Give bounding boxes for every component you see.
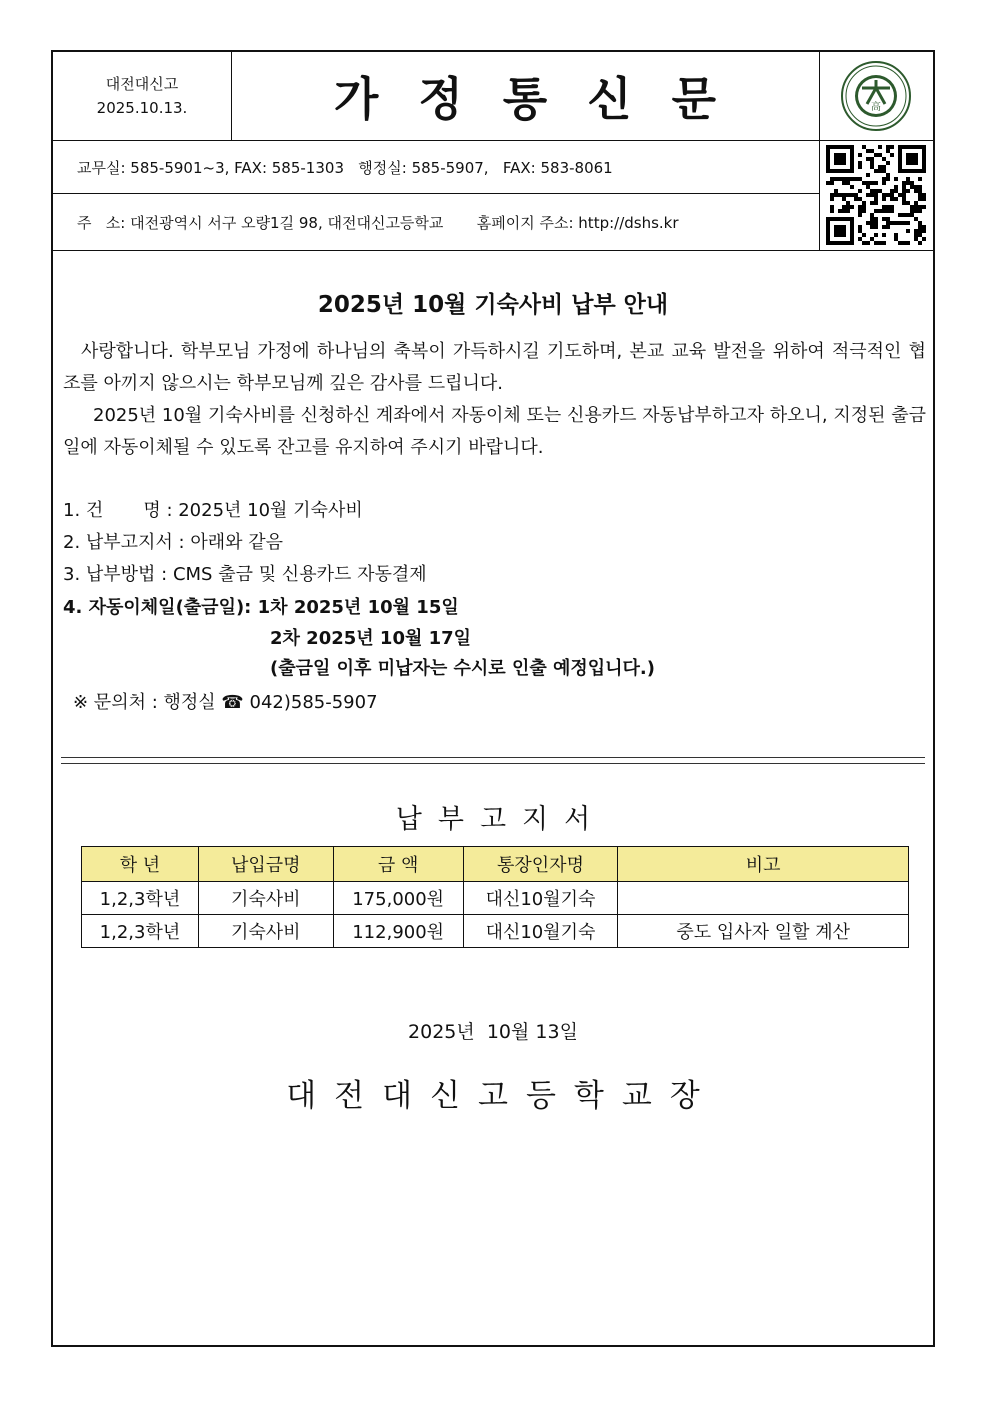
issue-date: 2025.10.13. [96,99,188,117]
item-bill: 2. 납부고지서 : 아래와 같음 [63,532,284,553]
emblem-center-glyph: 高 [871,102,881,113]
item-subject: 1. 건 명 : 2025년 10월 기숙사비 [63,500,363,521]
cell-remarks: 중도 입사자 일할 계산 [618,915,909,948]
table-row [82,915,909,948]
col-fee-name: 납입금명 [198,847,333,882]
page-title: 가정통신문 [333,72,757,126]
address-row [53,194,843,250]
principal-signature: 대전대신고등학교장 [286,1078,718,1114]
signature-date: 2025년 10월 13일 [408,1021,578,1043]
col-grade: 학 년 [82,847,199,882]
contact-info: 교무실: 585-5901~3, FAX: 585-1303 행정실: 585-5907, FAX: 583-8061 [77,158,613,177]
debit-date-first: 1차 2025년 10월 15일 [257,597,459,618]
debit-date-label: 4. 자동이체일(출금일): [63,597,258,618]
debit-date-second: 2차 2025년 10월 17일 [270,628,472,649]
greeting-paragraph: 사랑합니다. 학부모님 가정에 하나님의 축복이 가득하시길 기도하며, 본교 교육 발전을 위하여 적극적인 협조를 아끼지 않으시는 학부모님께 깊은 감사를 드립니다. [63,341,926,394]
cell-remarks [618,882,909,915]
address-info: 주 소: 대전광역시 서구 오량1길 98, 대전대신고등학교 홈페이지 주소: http://dshs.kr [77,213,679,232]
title-cell [231,52,819,140]
bill-table [81,846,909,948]
instruction-paragraph: 2025년 10월 기숙사비를 신청하신 계좌에서 자동이체 또는 신용카드 자동납부하고자 하오니, 지정된 출금일에 자동이체될 수 있도록 잔고를 유지하여 주시기 바랍니다. [63,405,926,458]
document-page [51,50,935,1347]
letterhead [53,52,933,250]
contact-row [53,140,843,194]
school-and-date [53,52,231,140]
qr-code-icon [826,145,926,245]
col-account-label: 통장인자명 [463,847,618,882]
table-row [82,882,909,915]
cell-amount: 112,900원 [333,915,463,948]
notice-title: 2025년 10월 기숙사비 납부 안내 [317,292,669,318]
debit-date-note: (출금일 이후 미납자는 수시로 인출 예정입니다.) [270,658,655,679]
cell-fee-name: 기숙사비 [198,915,333,948]
col-amount: 금 액 [333,847,463,882]
qr-cell [819,140,933,250]
cell-fee-name: 기숙사비 [198,882,333,915]
logo-cell [819,52,933,140]
item-debit-date [63,593,459,619]
school-emblem-icon [840,60,912,132]
cell-grade: 1,2,3학년 [82,882,199,915]
cell-grade: 1,2,3학년 [82,915,199,948]
item-method: 3. 납부방법 : CMS 출금 및 신용카드 자동결제 [63,564,427,585]
inquiry-line: ※ 문의처 : 행정실 ☎ 042)585-5907 [73,692,378,713]
table-header-row [82,847,909,882]
cell-account-label: 대신10월기숙 [463,882,618,915]
col-remarks: 비고 [618,847,909,882]
cell-amount: 175,000원 [333,882,463,915]
school-short-name: 대전대신고 [105,75,179,93]
bill-title: 납부고지서 [395,804,607,835]
section-divider [61,757,925,764]
cell-account-label: 대신10월기숙 [463,915,618,948]
